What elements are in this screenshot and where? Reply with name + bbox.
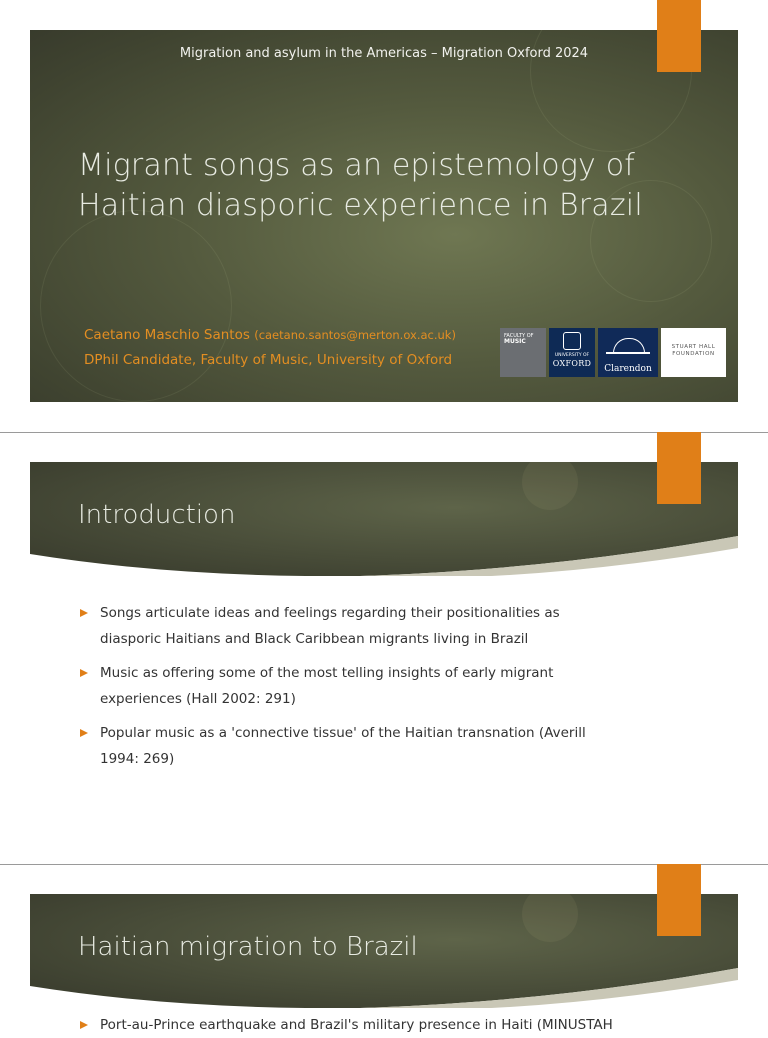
bullet-arrow-icon xyxy=(80,1021,88,1029)
title-line-1: Migrant songs as an epistemology of xyxy=(78,148,636,183)
slide-title xyxy=(78,146,698,226)
author xyxy=(84,327,456,343)
affiliation: DPhil Candidate, Faculty of Music, University of Oxford xyxy=(84,352,453,368)
title-line-2: Haitian diasporic experience in Brazil xyxy=(78,188,643,223)
list-item: Popular music as a 'connective tissue' of the Haitian transnation (Averill 1994: 269) xyxy=(78,720,618,772)
logo-strip xyxy=(500,328,726,377)
slide-separator xyxy=(0,864,768,865)
bullet-arrow-icon xyxy=(80,609,88,617)
slide-title: Haitian migration to Brazil xyxy=(78,932,418,962)
slide-header xyxy=(30,894,738,1008)
bullet-arrow-icon xyxy=(80,729,88,737)
list-item: Port-au-Prince earthquake and Brazil's military presence in Haiti (MINUSTAH xyxy=(78,1012,700,1038)
accent-tab xyxy=(657,432,701,504)
bullet-arrow-icon xyxy=(80,669,88,677)
oxford-logo: UNIVERSITY OF OXFORD xyxy=(549,328,595,377)
author-name: Caetano Maschio Santos xyxy=(84,327,250,343)
bullet-list xyxy=(78,600,618,780)
list-item: Songs articulate ideas and feelings regarding their positionalities as diasporic Haitians and Black Caribbean migrants living in Brazil xyxy=(78,600,618,652)
slide-separator xyxy=(0,432,768,433)
clarendon-logo: Clarendon xyxy=(598,328,658,377)
oxford-crest-icon xyxy=(563,332,581,350)
title-slide xyxy=(30,30,738,402)
stuart-hall-foundation-logo: STUART HALL FOUNDATION xyxy=(661,328,726,377)
decorative-circle xyxy=(40,210,232,402)
bridge-icon xyxy=(613,338,645,353)
conference-label: Migration and asylum in the Americas – Migration Oxford 2024 xyxy=(179,46,589,61)
list-item: Music as offering some of the most telling insights of early migrant experiences (Hall 2002: 291) xyxy=(78,660,618,712)
accent-tab xyxy=(657,0,701,72)
author-email: (caetano.santos@merton.ox.ac.uk) xyxy=(254,328,456,342)
accent-tab xyxy=(657,864,701,936)
slide-header xyxy=(30,462,738,576)
faculty-of-music-logo: FACULTY OF MUSIC xyxy=(500,328,546,377)
slide-title: Introduction xyxy=(78,500,236,530)
